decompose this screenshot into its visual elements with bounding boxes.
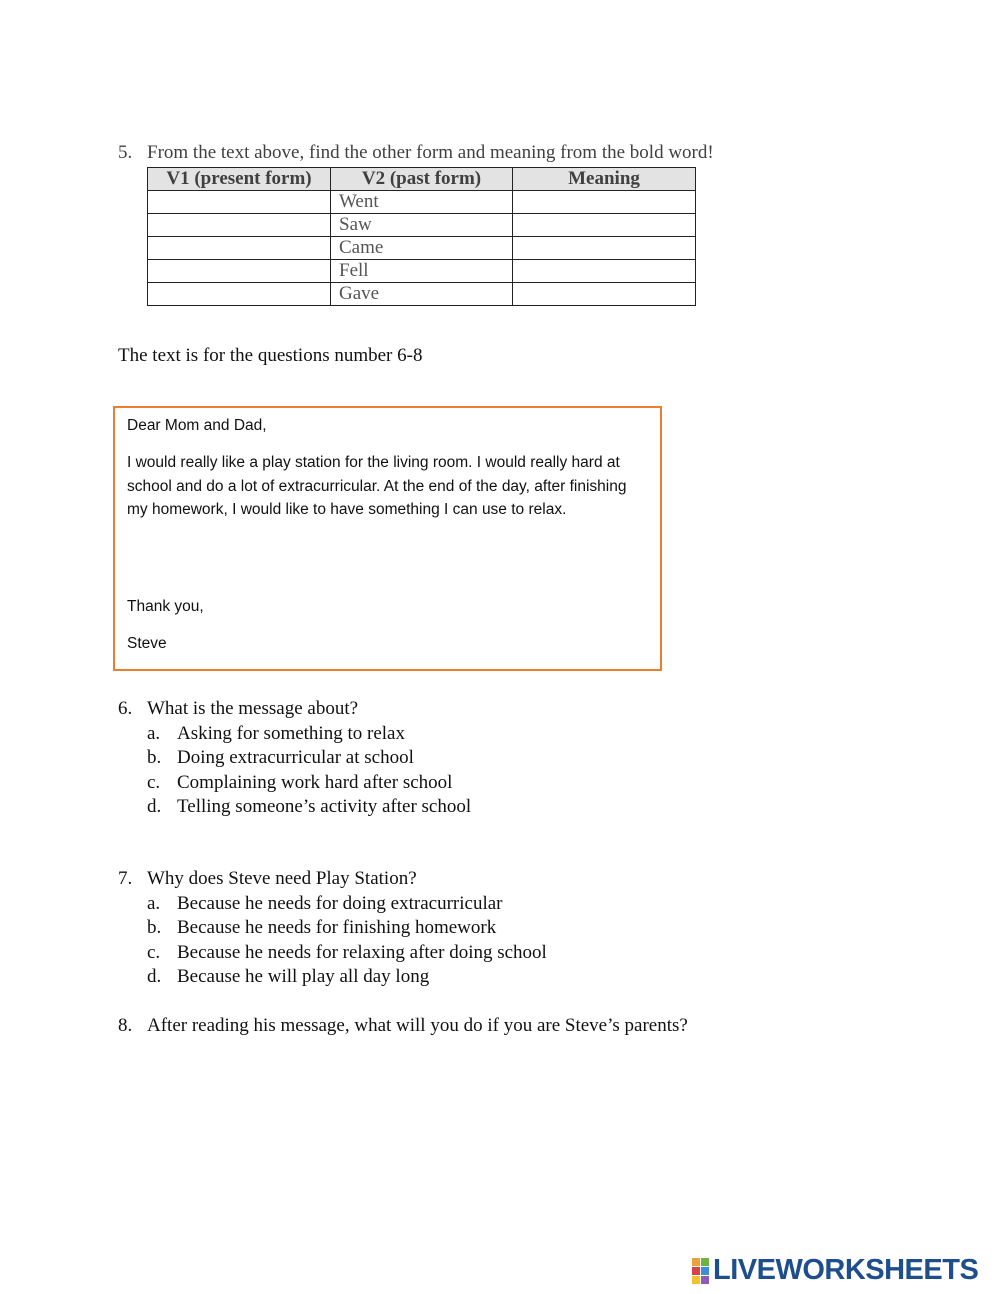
option-item[interactable] <box>147 747 471 772</box>
letter-signature: Steve <box>127 635 167 652</box>
meaning-answer-cell[interactable] <box>513 283 696 306</box>
option-text: Because he will play all day long <box>177 966 430 987</box>
header-v2: V2 (past form) <box>331 168 513 191</box>
table-row <box>148 214 696 237</box>
question-number: 7. <box>118 868 133 889</box>
letter-closing: Thank you, <box>127 598 204 615</box>
option-text: Complaining work hard after school <box>177 771 453 793</box>
option-text: Telling someone’s activity after school <box>177 796 472 817</box>
option-letter: c. <box>147 941 161 963</box>
option-text: Because he needs for relaxing after doing school <box>177 941 547 963</box>
option-letter: a. <box>147 892 161 914</box>
logo-square <box>701 1258 709 1266</box>
table-row <box>148 283 696 306</box>
option-letter: d. <box>147 966 162 987</box>
table-row <box>148 260 696 283</box>
option-text: Because he needs for doing extracurricular <box>177 892 503 914</box>
logo-square <box>701 1267 709 1275</box>
option-letter: c. <box>147 771 161 793</box>
question-text: After reading his message, what will you do if you are Steve’s parents? <box>147 1015 688 1036</box>
option-text: Asking for something to relax <box>177 722 405 744</box>
question-8 <box>118 1015 688 1040</box>
header-v1: V1 (present form) <box>148 168 331 191</box>
option-item[interactable] <box>147 966 547 991</box>
option-text: Doing extracurricular at school <box>177 747 414 768</box>
liveworksheets-logo <box>692 1254 978 1287</box>
meaning-answer-cell[interactable] <box>513 191 696 214</box>
option-item[interactable] <box>147 723 471 748</box>
table-row <box>148 191 696 214</box>
logo-square <box>692 1267 700 1275</box>
v2-cell: Went <box>331 191 513 214</box>
logo-square <box>692 1258 700 1266</box>
logo-mark-icon <box>692 1258 709 1284</box>
question-number: 5. <box>118 142 133 163</box>
header-meaning: Meaning <box>513 168 696 191</box>
question-text: What is the message about? <box>147 698 359 719</box>
option-letter: a. <box>147 722 161 744</box>
logo-text: LIVEWORKSHEETS <box>713 1254 979 1286</box>
v2-cell: Came <box>331 237 513 260</box>
meaning-answer-cell[interactable] <box>513 237 696 260</box>
option-text: Because he needs for finishing homework <box>177 917 497 938</box>
option-item[interactable] <box>147 942 547 967</box>
v2-cell: Fell <box>331 260 513 283</box>
v1-answer-cell[interactable] <box>148 214 331 237</box>
v2-cell: Gave <box>331 283 513 306</box>
option-list <box>118 723 471 821</box>
option-item[interactable] <box>147 772 471 797</box>
option-letter: b. <box>147 917 162 938</box>
v1-answer-cell[interactable] <box>148 191 331 214</box>
question-text: Why does Steve need Play Station? <box>147 868 417 889</box>
question-7 <box>118 868 547 991</box>
question-5 <box>118 142 714 164</box>
v1-answer-cell[interactable] <box>148 237 331 260</box>
v1-answer-cell[interactable] <box>148 283 331 306</box>
verb-table <box>147 167 696 306</box>
question-number: 6. <box>118 698 133 719</box>
table-row <box>148 237 696 260</box>
logo-square <box>701 1276 709 1284</box>
question-6 <box>118 698 471 821</box>
option-item[interactable] <box>147 917 547 942</box>
logo-square <box>692 1276 700 1284</box>
letter-body: I would really like a play station for the living room. I would really hard at school and do a lot of extracurricular. At the end of the day, after finishing my homework, I would like to have something I can use to relax. <box>127 454 627 518</box>
letter-greeting: Dear Mom and Dad, <box>127 417 267 434</box>
reading-intro: The text is for the questions number 6-8 <box>118 345 423 366</box>
question-number: 8. <box>118 1015 133 1036</box>
option-letter: d. <box>147 796 162 817</box>
option-letter: b. <box>147 747 162 768</box>
option-item[interactable] <box>147 796 471 821</box>
option-list <box>118 893 547 991</box>
table-header-row <box>148 168 696 191</box>
question-text: From the text above, find the other form and meaning from the bold word! <box>147 142 714 163</box>
meaning-answer-cell[interactable] <box>513 260 696 283</box>
v1-answer-cell[interactable] <box>148 260 331 283</box>
meaning-answer-cell[interactable] <box>513 214 696 237</box>
letter-box <box>113 406 662 671</box>
v2-cell: Saw <box>331 214 513 237</box>
option-item[interactable] <box>147 893 547 918</box>
